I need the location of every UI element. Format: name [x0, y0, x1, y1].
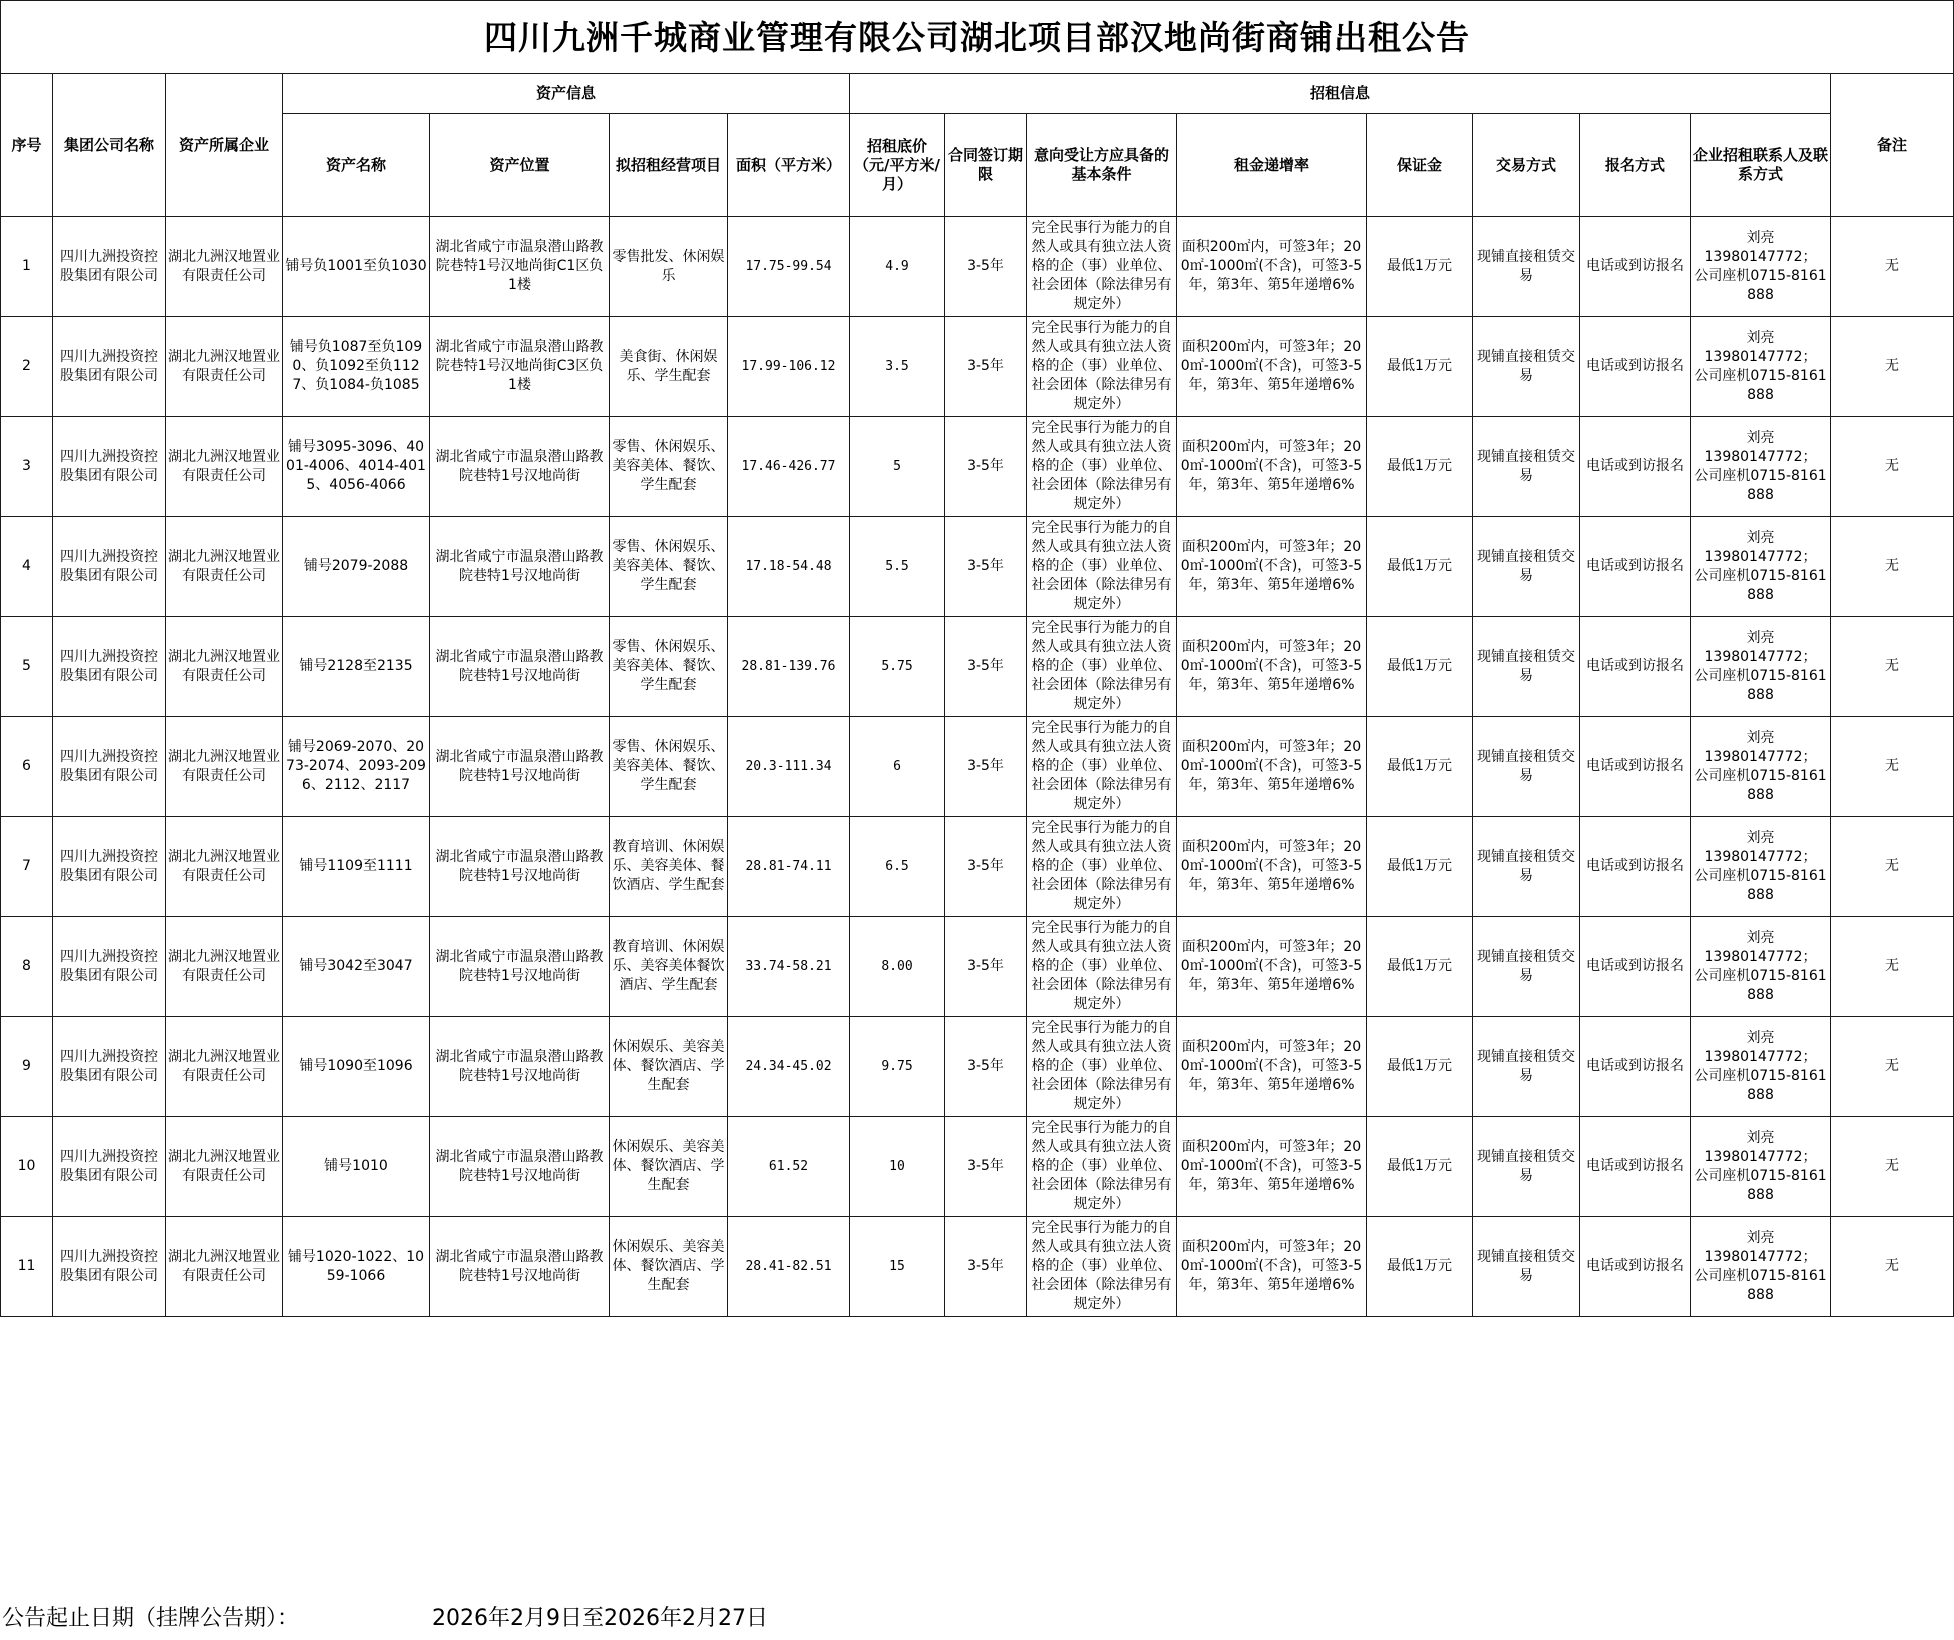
- cell-business: 零售、休闲娱乐、美容美体、餐饮、学生配套: [610, 417, 728, 517]
- cell-price: 3.5: [850, 317, 945, 417]
- cell-contact: [1691, 217, 1831, 317]
- cell-index: 10: [1, 1117, 53, 1217]
- cell-deposit: 最低1万元: [1367, 617, 1473, 717]
- table-row: [1, 317, 1954, 417]
- cell-contact: [1691, 1217, 1831, 1317]
- cell-owner: 湖北九洲汉地置业有限责任公司: [166, 1017, 283, 1117]
- cell-group: 四川九洲投资控股集团有限公司: [53, 317, 166, 417]
- cell-conditions: 完全民事行为能力的自然人或具有独立法人资格的企（事）业单位、社会团体（除法律另有规定外）: [1027, 1217, 1177, 1317]
- cell-conditions: 完全民事行为能力的自然人或具有独立法人资格的企（事）业单位、社会团体（除法律另有规定外）: [1027, 817, 1177, 917]
- contact-name: 刘亮: [1746, 329, 1775, 346]
- cell-term: 3-5年: [945, 717, 1027, 817]
- cell-asset-name: 铺号3095-3096、4001-4006、4014-4015、4056-4066: [283, 417, 430, 517]
- cell-trade: 现铺直接租赁交易: [1473, 417, 1580, 517]
- cell-asset-name: 铺号2128至2135: [283, 617, 430, 717]
- table-row: [1, 1217, 1954, 1317]
- cell-area: 28.81-139.76: [728, 617, 850, 717]
- cell-group: 四川九洲投资控股集团有限公司: [53, 617, 166, 717]
- cell-contact: [1691, 917, 1831, 1017]
- cell-increase: 面积200㎡内，可签3年；200㎡-1000㎡(不含)，可签3-5年，第3年、第5年递增6%: [1177, 617, 1367, 717]
- contact-tel: 公司座机0715-8161888: [1694, 967, 1827, 1003]
- cell-index: 7: [1, 817, 53, 917]
- header-increase: 租金递增率: [1177, 114, 1367, 217]
- cell-conditions: 完全民事行为能力的自然人或具有独立法人资格的企（事）业单位、社会团体（除法律另有规定外）: [1027, 917, 1177, 1017]
- header-index: 序号: [1, 74, 53, 217]
- cell-business: 休闲娱乐、美容美体、餐饮酒店、学生配套: [610, 1017, 728, 1117]
- cell-trade: 现铺直接租赁交易: [1473, 717, 1580, 817]
- cell-area: 17.18-54.48: [728, 517, 850, 617]
- cell-location: 湖北省咸宁市温泉潜山路教院巷特1号汉地尚街C1区负1楼: [430, 217, 610, 317]
- cell-remark: 无: [1831, 517, 1954, 617]
- cell-price: 4.9: [850, 217, 945, 317]
- cell-business: 教育培训、休闲娱乐、美容美体餐饮酒店、学生配套: [610, 917, 728, 1017]
- header-conditions: 意向受让方应具备的基本条件: [1027, 114, 1177, 217]
- cell-asset-name: 铺号负1087至负1090、负1092至负1127、负1084-负1085: [283, 317, 430, 417]
- cell-price: 5.75: [850, 617, 945, 717]
- table-row: [1, 617, 1954, 717]
- cell-owner: 湖北九洲汉地置业有限责任公司: [166, 1217, 283, 1317]
- cell-group: 四川九洲投资控股集团有限公司: [53, 1017, 166, 1117]
- contact-tel: 公司座机0715-8161888: [1694, 1167, 1827, 1203]
- contact-phone: 13980147772；: [1704, 948, 1817, 965]
- cell-index: 1: [1, 217, 53, 317]
- cell-term: 3-5年: [945, 1117, 1027, 1217]
- table-row: [1, 917, 1954, 1017]
- contact-name: 刘亮: [1746, 829, 1775, 846]
- notice-period-label: 公告起止日期（挂牌公告期）：: [2, 1606, 300, 1631]
- cell-group: 四川九洲投资控股集团有限公司: [53, 1217, 166, 1317]
- cell-location: 湖北省咸宁市温泉潜山路教院巷特1号汉地尚街: [430, 917, 610, 1017]
- contact-name: 刘亮: [1746, 229, 1775, 246]
- cell-trade: 现铺直接租赁交易: [1473, 817, 1580, 917]
- contact-phone: 13980147772；: [1704, 1248, 1817, 1265]
- cell-owner: 湖北九洲汉地置业有限责任公司: [166, 317, 283, 417]
- cell-increase: 面积200㎡内，可签3年；200㎡-1000㎡(不含)，可签3-5年，第3年、第5年递增6%: [1177, 917, 1367, 1017]
- cell-area: 61.52: [728, 1117, 850, 1217]
- header-deposit: 保证金: [1367, 114, 1473, 217]
- cell-remark: 无: [1831, 617, 1954, 717]
- notice-period-value: 2026年2月9日至2026年2月27日: [432, 1606, 768, 1631]
- table-row: [1, 417, 1954, 517]
- cell-signup: 电话或到访报名: [1580, 217, 1691, 317]
- cell-deposit: 最低1万元: [1367, 217, 1473, 317]
- cell-signup: 电话或到访报名: [1580, 1117, 1691, 1217]
- header-business: 拟招租经营项目: [610, 114, 728, 217]
- cell-deposit: 最低1万元: [1367, 317, 1473, 417]
- contact-phone: 13980147772；: [1704, 548, 1817, 565]
- cell-business: 零售、休闲娱乐、美容美体、餐饮、学生配套: [610, 717, 728, 817]
- cell-term: 3-5年: [945, 517, 1027, 617]
- cell-remark: 无: [1831, 317, 1954, 417]
- header-group: 集团公司名称: [53, 74, 166, 217]
- table-row: [1, 517, 1954, 617]
- cell-deposit: 最低1万元: [1367, 1117, 1473, 1217]
- cell-group: 四川九洲投资控股集团有限公司: [53, 217, 166, 317]
- cell-conditions: 完全民事行为能力的自然人或具有独立法人资格的企（事）业单位、社会团体（除法律另有规定外）: [1027, 517, 1177, 617]
- contact-tel: 公司座机0715-8161888: [1694, 267, 1827, 303]
- contact-tel: 公司座机0715-8161888: [1694, 767, 1827, 803]
- cell-contact: [1691, 717, 1831, 817]
- contact-tel: 公司座机0715-8161888: [1694, 1067, 1827, 1103]
- header-area: 面积（平方米）: [728, 114, 850, 217]
- cell-price: 5.5: [850, 517, 945, 617]
- header-trade: 交易方式: [1473, 114, 1580, 217]
- cell-index: 4: [1, 517, 53, 617]
- cell-owner: 湖北九洲汉地置业有限责任公司: [166, 917, 283, 1017]
- cell-index: 8: [1, 917, 53, 1017]
- cell-area: 17.75-99.54: [728, 217, 850, 317]
- cell-area: 24.34-45.02: [728, 1017, 850, 1117]
- cell-index: 6: [1, 717, 53, 817]
- table-row: [1, 217, 1954, 317]
- contact-tel: 公司座机0715-8161888: [1694, 1267, 1827, 1303]
- cell-area: 17.46-426.77: [728, 417, 850, 517]
- cell-business: 零售、休闲娱乐、美容美体、餐饮、学生配套: [610, 617, 728, 717]
- header-price: 招租底价（元/平方米/月）: [850, 114, 945, 217]
- cell-contact: [1691, 317, 1831, 417]
- cell-trade: 现铺直接租赁交易: [1473, 617, 1580, 717]
- cell-signup: 电话或到访报名: [1580, 317, 1691, 417]
- contact-phone: 13980147772；: [1704, 848, 1817, 865]
- notice-period: [0, 1598, 1954, 1640]
- cell-group: 四川九洲投资控股集团有限公司: [53, 1117, 166, 1217]
- header-signup: 报名方式: [1580, 114, 1691, 217]
- cell-increase: 面积200㎡内，可签3年；200㎡-1000㎡(不含)，可签3-5年，第3年、第5年递增6%: [1177, 1017, 1367, 1117]
- contact-phone: 13980147772；: [1704, 448, 1817, 465]
- cell-asset-name: 铺号2069-2070、2073-2074、2093-2096、2112、2117: [283, 717, 430, 817]
- cell-area: 28.41-82.51: [728, 1217, 850, 1317]
- cell-business: 零售批发、休闲娱乐: [610, 217, 728, 317]
- cell-asset-name: 铺号1010: [283, 1117, 430, 1217]
- cell-location: 湖北省咸宁市温泉潜山路教院巷特1号汉地尚街: [430, 1117, 610, 1217]
- cell-index: 11: [1, 1217, 53, 1317]
- cell-remark: 无: [1831, 217, 1954, 317]
- cell-location: 湖北省咸宁市温泉潜山路教院巷特1号汉地尚街C3区负1楼: [430, 317, 610, 417]
- cell-increase: 面积200㎡内，可签3年；200㎡-1000㎡(不含)，可签3-5年，第3年、第5年递增6%: [1177, 317, 1367, 417]
- contact-tel: 公司座机0715-8161888: [1694, 467, 1827, 503]
- cell-increase: 面积200㎡内，可签3年；200㎡-1000㎡(不含)，可签3-5年，第3年、第5年递增6%: [1177, 417, 1367, 517]
- contact-name: 刘亮: [1746, 1029, 1775, 1046]
- cell-deposit: 最低1万元: [1367, 517, 1473, 617]
- cell-conditions: 完全民事行为能力的自然人或具有独立法人资格的企（事）业单位、社会团体（除法律另有规定外）: [1027, 1017, 1177, 1117]
- contact-name: 刘亮: [1746, 729, 1775, 746]
- cell-price: 8.00: [850, 917, 945, 1017]
- cell-remark: 无: [1831, 1117, 1954, 1217]
- cell-business: 美食街、休闲娱乐、学生配套: [610, 317, 728, 417]
- cell-contact: [1691, 817, 1831, 917]
- cell-deposit: 最低1万元: [1367, 1217, 1473, 1317]
- cell-increase: 面积200㎡内，可签3年；200㎡-1000㎡(不含)，可签3-5年，第3年、第5年递增6%: [1177, 717, 1367, 817]
- page-title: 四川九洲千城商业管理有限公司湖北项目部汉地尚街商铺出租公告: [1, 1, 1954, 74]
- cell-trade: 现铺直接租赁交易: [1473, 1017, 1580, 1117]
- cell-group: 四川九洲投资控股集团有限公司: [53, 517, 166, 617]
- cell-signup: 电话或到访报名: [1580, 717, 1691, 817]
- header-term: 合同签订期限: [945, 114, 1027, 217]
- cell-term: 3-5年: [945, 1017, 1027, 1117]
- cell-signup: 电话或到访报名: [1580, 1017, 1691, 1117]
- cell-remark: 无: [1831, 817, 1954, 917]
- cell-location: 湖北省咸宁市温泉潜山路教院巷特1号汉地尚街: [430, 617, 610, 717]
- header-asset-info: 资产信息: [283, 74, 850, 114]
- cell-conditions: 完全民事行为能力的自然人或具有独立法人资格的企（事）业单位、社会团体（除法律另有规定外）: [1027, 317, 1177, 417]
- cell-asset-name: 铺号2079-2088: [283, 517, 430, 617]
- contact-name: 刘亮: [1746, 529, 1775, 546]
- cell-price: 15: [850, 1217, 945, 1317]
- table-row: [1, 1017, 1954, 1117]
- cell-price: 5: [850, 417, 945, 517]
- cell-contact: [1691, 517, 1831, 617]
- cell-asset-name: 铺号负1001至负1030: [283, 217, 430, 317]
- table-row: [1, 717, 1954, 817]
- cell-remark: 无: [1831, 917, 1954, 1017]
- cell-asset-name: 铺号1109至1111: [283, 817, 430, 917]
- cell-location: 湖北省咸宁市温泉潜山路教院巷特1号汉地尚街: [430, 717, 610, 817]
- table-row: [1, 817, 1954, 917]
- cell-owner: 湖北九洲汉地置业有限责任公司: [166, 817, 283, 917]
- contact-name: 刘亮: [1746, 929, 1775, 946]
- cell-price: 6: [850, 717, 945, 817]
- cell-remark: 无: [1831, 1017, 1954, 1117]
- cell-contact: [1691, 1017, 1831, 1117]
- cell-deposit: 最低1万元: [1367, 917, 1473, 1017]
- cell-owner: 湖北九洲汉地置业有限责任公司: [166, 617, 283, 717]
- cell-conditions: 完全民事行为能力的自然人或具有独立法人资格的企（事）业单位、社会团体（除法律另有规定外）: [1027, 617, 1177, 717]
- contact-tel: 公司座机0715-8161888: [1694, 867, 1827, 903]
- header-asset-name: 资产名称: [283, 114, 430, 217]
- cell-increase: 面积200㎡内，可签3年；200㎡-1000㎡(不含)，可签3-5年，第3年、第5年递增6%: [1177, 817, 1367, 917]
- table-row: [1, 1117, 1954, 1217]
- cell-trade: 现铺直接租赁交易: [1473, 317, 1580, 417]
- cell-term: 3-5年: [945, 817, 1027, 917]
- cell-signup: 电话或到访报名: [1580, 617, 1691, 717]
- cell-location: 湖北省咸宁市温泉潜山路教院巷特1号汉地尚街: [430, 1017, 610, 1117]
- cell-owner: 湖北九洲汉地置业有限责任公司: [166, 1117, 283, 1217]
- header-lease-info: 招租信息: [850, 74, 1831, 114]
- cell-term: 3-5年: [945, 317, 1027, 417]
- cell-deposit: 最低1万元: [1367, 417, 1473, 517]
- cell-business: 休闲娱乐、美容美体、餐饮酒店、学生配套: [610, 1117, 728, 1217]
- cell-conditions: 完全民事行为能力的自然人或具有独立法人资格的企（事）业单位、社会团体（除法律另有规定外）: [1027, 417, 1177, 517]
- cell-location: 湖北省咸宁市温泉潜山路教院巷特1号汉地尚街: [430, 517, 610, 617]
- cell-index: 3: [1, 417, 53, 517]
- header-owner: 资产所属企业: [166, 74, 283, 217]
- cell-price: 6.5: [850, 817, 945, 917]
- cell-price: 10: [850, 1117, 945, 1217]
- cell-contact: [1691, 417, 1831, 517]
- contact-tel: 公司座机0715-8161888: [1694, 567, 1827, 603]
- cell-trade: 现铺直接租赁交易: [1473, 217, 1580, 317]
- cell-business: 教育培训、休闲娱乐、美容美体、餐饮酒店、学生配套: [610, 817, 728, 917]
- cell-index: 9: [1, 1017, 53, 1117]
- header-location: 资产位置: [430, 114, 610, 217]
- contact-phone: 13980147772；: [1704, 648, 1817, 665]
- cell-conditions: 完全民事行为能力的自然人或具有独立法人资格的企（事）业单位、社会团体（除法律另有规定外）: [1027, 717, 1177, 817]
- cell-price: 9.75: [850, 1017, 945, 1117]
- contact-phone: 13980147772；: [1704, 1048, 1817, 1065]
- cell-deposit: 最低1万元: [1367, 1017, 1473, 1117]
- cell-deposit: 最低1万元: [1367, 717, 1473, 817]
- cell-trade: 现铺直接租赁交易: [1473, 917, 1580, 1017]
- cell-location: 湖北省咸宁市温泉潜山路教院巷特1号汉地尚街: [430, 417, 610, 517]
- cell-trade: 现铺直接租赁交易: [1473, 1117, 1580, 1217]
- cell-group: 四川九洲投资控股集团有限公司: [53, 417, 166, 517]
- cell-signup: 电话或到访报名: [1580, 417, 1691, 517]
- contact-tel: 公司座机0715-8161888: [1694, 367, 1827, 403]
- cell-area: 33.74-58.21: [728, 917, 850, 1017]
- cell-term: 3-5年: [945, 1217, 1027, 1317]
- cell-area: 28.81-74.11: [728, 817, 850, 917]
- cell-term: 3-5年: [945, 617, 1027, 717]
- cell-increase: 面积200㎡内，可签3年；200㎡-1000㎡(不含)，可签3-5年，第3年、第5年递增6%: [1177, 1217, 1367, 1317]
- cell-trade: 现铺直接租赁交易: [1473, 1217, 1580, 1317]
- cell-asset-name: 铺号3042至3047: [283, 917, 430, 1017]
- contact-tel: 公司座机0715-8161888: [1694, 667, 1827, 703]
- cell-owner: 湖北九洲汉地置业有限责任公司: [166, 517, 283, 617]
- contact-phone: 13980147772；: [1704, 248, 1817, 265]
- contact-phone: 13980147772；: [1704, 1148, 1817, 1165]
- cell-group: 四川九洲投资控股集团有限公司: [53, 917, 166, 1017]
- cell-deposit: 最低1万元: [1367, 817, 1473, 917]
- cell-signup: 电话或到访报名: [1580, 1217, 1691, 1317]
- cell-remark: 无: [1831, 417, 1954, 517]
- cell-contact: [1691, 1117, 1831, 1217]
- cell-increase: 面积200㎡内，可签3年；200㎡-1000㎡(不含)，可签3-5年，第3年、第5年递增6%: [1177, 517, 1367, 617]
- cell-remark: 无: [1831, 717, 1954, 817]
- cell-owner: 湖北九洲汉地置业有限责任公司: [166, 417, 283, 517]
- contact-name: 刘亮: [1746, 429, 1775, 446]
- cell-business: 零售、休闲娱乐、美容美体、餐饮、学生配套: [610, 517, 728, 617]
- cell-area: 17.99-106.12: [728, 317, 850, 417]
- cell-asset-name: 铺号1090至1096: [283, 1017, 430, 1117]
- contact-name: 刘亮: [1746, 1129, 1775, 1146]
- cell-location: 湖北省咸宁市温泉潜山路教院巷特1号汉地尚街: [430, 817, 610, 917]
- cell-index: 2: [1, 317, 53, 417]
- cell-increase: 面积200㎡内，可签3年；200㎡-1000㎡(不含)，可签3-5年，第3年、第5年递增6%: [1177, 1117, 1367, 1217]
- contact-phone: 13980147772；: [1704, 348, 1817, 365]
- cell-group: 四川九洲投资控股集团有限公司: [53, 817, 166, 917]
- cell-contact: [1691, 617, 1831, 717]
- cell-index: 5: [1, 617, 53, 717]
- header-remark: 备注: [1831, 74, 1954, 217]
- cell-owner: 湖北九洲汉地置业有限责任公司: [166, 217, 283, 317]
- cell-business: 休闲娱乐、美容美体、餐饮酒店、学生配套: [610, 1217, 728, 1317]
- contact-name: 刘亮: [1746, 1229, 1775, 1246]
- cell-signup: 电话或到访报名: [1580, 917, 1691, 1017]
- cell-term: 3-5年: [945, 417, 1027, 517]
- cell-trade: 现铺直接租赁交易: [1473, 517, 1580, 617]
- cell-asset-name: 铺号1020-1022、1059-1066: [283, 1217, 430, 1317]
- cell-increase: 面积200㎡内，可签3年；200㎡-1000㎡(不含)，可签3-5年，第3年、第5年递增6%: [1177, 217, 1367, 317]
- cell-signup: 电话或到访报名: [1580, 817, 1691, 917]
- header-contact: 企业招租联系人及联系方式: [1691, 114, 1831, 217]
- cell-conditions: 完全民事行为能力的自然人或具有独立法人资格的企（事）业单位、社会团体（除法律另有规定外）: [1027, 217, 1177, 317]
- cell-remark: 无: [1831, 1217, 1954, 1317]
- cell-signup: 电话或到访报名: [1580, 517, 1691, 617]
- cell-group: 四川九洲投资控股集团有限公司: [53, 717, 166, 817]
- contact-name: 刘亮: [1746, 629, 1775, 646]
- cell-conditions: 完全民事行为能力的自然人或具有独立法人资格的企（事）业单位、社会团体（除法律另有规定外）: [1027, 1117, 1177, 1217]
- cell-owner: 湖北九洲汉地置业有限责任公司: [166, 717, 283, 817]
- contact-phone: 13980147772；: [1704, 748, 1817, 765]
- cell-term: 3-5年: [945, 217, 1027, 317]
- cell-location: 湖北省咸宁市温泉潜山路教院巷特1号汉地尚街: [430, 1217, 610, 1317]
- cell-area: 20.3-111.34: [728, 717, 850, 817]
- cell-term: 3-5年: [945, 917, 1027, 1017]
